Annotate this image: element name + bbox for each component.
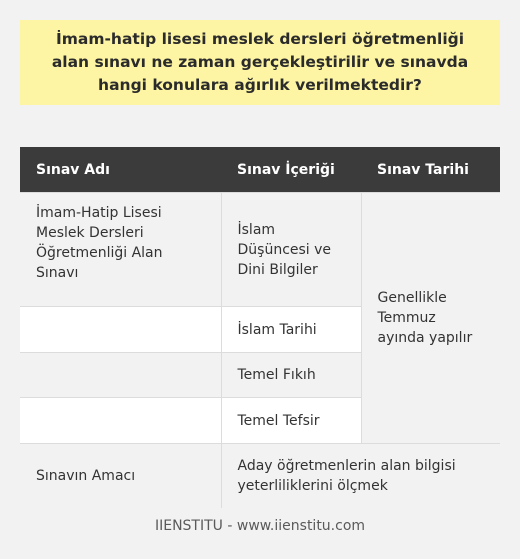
header-exam-content: Sınav İçeriği [221,147,361,193]
question-banner [20,20,500,105]
cell-purpose-label: Sınavın Amacı [20,444,221,509]
cell-exam-name: İmam-Hatip Lisesi Meslek Dersleri Öğretmenliği Alan Sınavı [20,193,221,307]
table-header-row [20,147,500,193]
header-exam-name: Sınav Adı [20,147,221,193]
table-row [20,193,500,307]
cell-exam-content: İslam Düşüncesi ve Dini Bilgiler [221,193,361,307]
cell-exam-content: Temel Fıkıh [221,353,361,398]
table-row-purpose [20,444,500,509]
exam-table [20,147,500,508]
cell-exam-date: Genellikle Temmuz ayında yapılır [361,193,500,444]
question-text: İmam-hatip lisesi meslek dersleri öğretmenliği alan sınavı ne zaman gerçekleştirilir ve sınavda hangi konulara ağırlık verilmektedir? [51,30,469,94]
footer-credit: IIENSTITU - www.iienstitu.com [154,518,366,534]
cell-exam-name [20,353,221,398]
cell-exam-name [20,398,221,444]
cell-exam-content: Temel Tefsir [221,398,361,444]
cell-purpose-value: Aday öğretmenlerin alan bilgisi yeterliliklerini ölçmek [221,444,500,509]
header-exam-date: Sınav Tarihi [361,147,500,193]
cell-exam-content: İslam Tarihi [221,307,361,353]
cell-exam-name [20,307,221,353]
